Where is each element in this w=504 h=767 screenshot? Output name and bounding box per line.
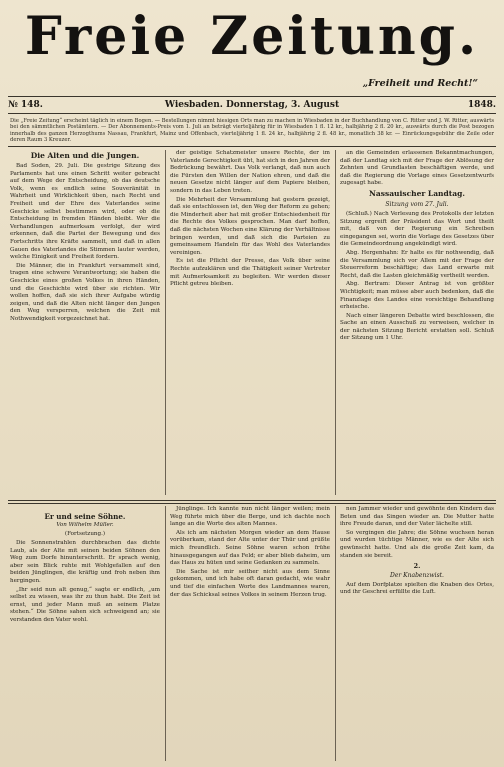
feuilleton-continuation: (Fortsetzung.) bbox=[64, 531, 106, 537]
article-paragraph: Abg. Bertram: Dieser Antrag ist von größter Wichtigkeit; man müsse aber auch bedenken, daß die Finanzlage des Landes eine vorsichtige Behandlung erheische. bbox=[340, 281, 494, 311]
article-paragraph: Die Mehrheit der Versammlung hat gestern gezeigt, daß sie entschlossen ist, den Weg der Reform zu gehen; die Minderheit aber hat mit großer Entschiedenheit für die Rechte des Volkes gesprochen. Man darf hoffen, daß die nächsten Wochen eine Klärung der Verhältnisse bringen werden, und daß sich die Parteien zu gemeinsamem Handeln für das Wohl des Vaterlandes vereinigen. bbox=[170, 196, 330, 256]
article-paragraph: Die Männer, die in Frankfurt versammelt sind, tragen eine schwere Verantwortung; sie haben die Geschicke eines großen Volkes in ihren Händen, und die Geschichte wird über sie richten. Wir wollen hoffen, daß sie sich ihrer Aufgabe würdig zeigen, und daß die Alten nicht länger den Jungen den Weg versperren, welchen die Zeit mit Nothwendigkeit vorgezeichnet hat. bbox=[10, 262, 160, 322]
column-divider bbox=[165, 150, 166, 495]
feuilleton-paragraph: Die Sache ist mir seither nicht aus dem Sinne gekommen, und ich habe oft daran gedacht, wie wahr und tief die einfachen Worte des Landmannes waren, der das Schicksal seines Volkes in seinem Herzen trug. bbox=[170, 568, 330, 598]
article-paragraph: Bad Soden, 29. Juli. Die gestrige Sitzung des Parlaments hat uns einen Schritt weiter gebracht auf dem Wege der Entscheidung, ob das deutsche Volk, wenn es endlich seine Souveränität in Wahrheit und Wirklichkeit üben, nach Recht und Freiheit und der Ehre des Vaterlandes seine Geschicke selbst bestimmen wird, oder ob die Entscheidung in fremden Händen bleibt. Wer die Verhandlungen aufmerksam verfolgt, der wird erkennen, daß die Partei der Bewegung und des Fortschritts ihre Kräfte sammelt, und daß in allen Gauen des Vaterlandes die Stimmen lauter werden, welche Einigkeit und Freiheit fordern. bbox=[10, 163, 160, 261]
article-paragraph: Abg. Hergenhahn: Er halte es für nothwendig, daß die Versammlung sich vor Allem mit der Frage der Steuerreform beschäftige; das Land erwarte mit Recht, daß die Lasten gleichmäßig vertheilt werden. bbox=[340, 249, 494, 279]
feuilleton-paragraph: Als ich am nächsten Morgen wieder an dem Hause vorüberkam, stand der Alte unter der Thür und grüßte mich freundlich. Seine Söhne waren schon frühe hinausgegangen auf das Feld; er aber blieb daheim, um das Haus zu hüten und seine Gedanken zu sammeln. bbox=[170, 529, 330, 567]
feuilleton-column-1 bbox=[10, 506, 160, 761]
masthead-motto: „Freiheit und Recht!“ bbox=[362, 78, 478, 89]
feuilleton-author: Von Wilhelm Müller. bbox=[56, 522, 114, 528]
column-3 bbox=[340, 150, 494, 495]
masthead-title: Freie Zeitung. bbox=[24, 6, 480, 67]
column-1 bbox=[10, 150, 160, 495]
section-number: 2. bbox=[413, 562, 421, 571]
feuilleton-rule bbox=[8, 503, 496, 504]
section-subheading: Der Knabenzwist. bbox=[390, 571, 444, 579]
article-paragraph: Es ist die Pflicht der Presse, das Volk über seine Rechte aufzuklären und die Thätigkeit seiner Vertreter mit Aufmerksamkeit zu begleiten. Wir werden dieser Pflicht getreu bleiben. bbox=[170, 258, 330, 288]
feuilleton-title: Er und seine Söhne. bbox=[44, 512, 126, 521]
article-heading: Die Alten und die Jungen. bbox=[30, 151, 140, 160]
column-divider bbox=[335, 150, 336, 495]
column-divider bbox=[335, 506, 336, 761]
article-paragraph: der geistige Schatzmeister unsere Rechte, der im Vaterlande Gerechtigkeit übt, hat sich in den Jahren der Bedrückung bewährt. Das Volk verlangt, daß nun auch die Fürsten den Willen der Nation ehren, und daß die neuen Gesetze nicht länger auf dem Papiere bleiben, sondern in das Leben treten. bbox=[170, 150, 330, 194]
year: 1848. bbox=[467, 100, 496, 110]
city-date: Wiesbaden. Donnerstag, 3. August bbox=[164, 100, 340, 110]
notice-rule bbox=[8, 146, 496, 147]
dateline-rule bbox=[8, 113, 496, 114]
feuilleton-paragraph: „Ihr seid nun alt genug,“ sagte er endlich, „um selbst zu wissen, was ihr zu thun habt. Die Zeit ist ernst, und jeder Mann muß an seinem Platze stehen.“ Die Söhne sahen sich schweigend an; sie verstanden den Vater wohl. bbox=[10, 586, 160, 623]
top-rule bbox=[8, 96, 496, 97]
column-2 bbox=[170, 150, 330, 495]
landtag-subheading: Sitzung vom 27. Juli. bbox=[385, 200, 449, 208]
feuilleton-paragraph: So vergingen die Jahre; die Söhne wuchsen heran und wurden tüchtige Männer, wie es der Alte sich gewünscht hatte. Und als die große Zeit kam, da standen sie bereit. bbox=[340, 529, 494, 559]
issue-number: № 148. bbox=[8, 100, 43, 110]
article-paragraph: Nach einer längeren Debatte wird beschlossen, die Sache an einen Ausschuß zu verweisen, welcher in der nächsten Sitzung Bericht erstatten soll. Schluß der Sitzung um 1 Uhr. bbox=[340, 312, 494, 342]
subscription-notice: Die „Freie Zeitung“ erscheint täglich in einem Bogen. — Bestellungen nimmt hiesigen Orts man zu machen in Wiesbaden in der Buchhandlung von C. Ritter und J. W. Ritter, auswärts bei den sämmtlichen Postämtern. — Der Abonnements-Preis vom 1. Juli an beträgt vierteljährig für in Wiesbaden 1 fl. 12 kr., halbjährig 2 fl. 20 kr., auswärts durch die Post bezogen innerhalb des ganzen Herzogthums Nassau, Frankfurt, Mainz und Offenbach, vierteljährig 1 fl. 24 kr., halbjährig 2 fl. 48 kr., monatlich 38 kr. — Einrückungsgebühr die Zeile oder deren Raum 3 Kreuzer. bbox=[10, 118, 494, 144]
landtag-heading: Nassauischer Landtag. bbox=[369, 188, 465, 198]
article-paragraph: an die Gemeinden erlassenen Bekanntmachungen, daß der Landtag sich mit der Frage der Ablösung der Zehnten und Grundlasten beschäftigen werde, und daß die Regierung die Vorlage eines Gesetzentwurfs zugesagt habe. bbox=[340, 150, 494, 187]
feuilleton-rule bbox=[8, 500, 496, 501]
feuilleton-paragraph: Jünglinge. Ich kannte nun nicht länger weilen; mein Weg führte mich über die Berge, und ich dachte noch lange an die Worte des alten Mannes. bbox=[170, 506, 330, 528]
feuilleton-paragraph: Auf dem Dorfplatze spielten die Knaben des Ortes, und ihr Geschrei erfüllte die Luft. bbox=[340, 581, 494, 596]
column-divider bbox=[165, 506, 166, 761]
article-paragraph: (Schluß.) Nach Verlesung des Protokolls der letzten Sitzung ergreift der Präsident das Wort und theilt mit, daß von der Regierung ein Schreiben eingegangen sei, worin die Vorlage des Gesetzes über die Gemeindeordnung angekündigt wird. bbox=[340, 210, 494, 248]
feuilleton-column-3 bbox=[340, 506, 494, 761]
feuilleton-paragraph: nen Jammer wieder und gewöhnte den Kindern das Beten und das Singen wieder an. Die Mutter hatte ihre Freude daran, und der Vater lächelte still. bbox=[340, 506, 494, 528]
feuilleton-column-2 bbox=[170, 506, 330, 761]
dateline bbox=[8, 100, 496, 112]
feuilleton-paragraph: Die Sonnenstrahlen durchbrachen das dichte Laub, als der Alte mit seinen beiden Söhnen den Weg zum Dorfe hinunterschritt. Er sprach wenig, aber sein Blick ruhte mit Wohlgefallen auf den beiden Jünglingen, die kräftig und froh neben ihm hergingen. bbox=[10, 540, 160, 584]
